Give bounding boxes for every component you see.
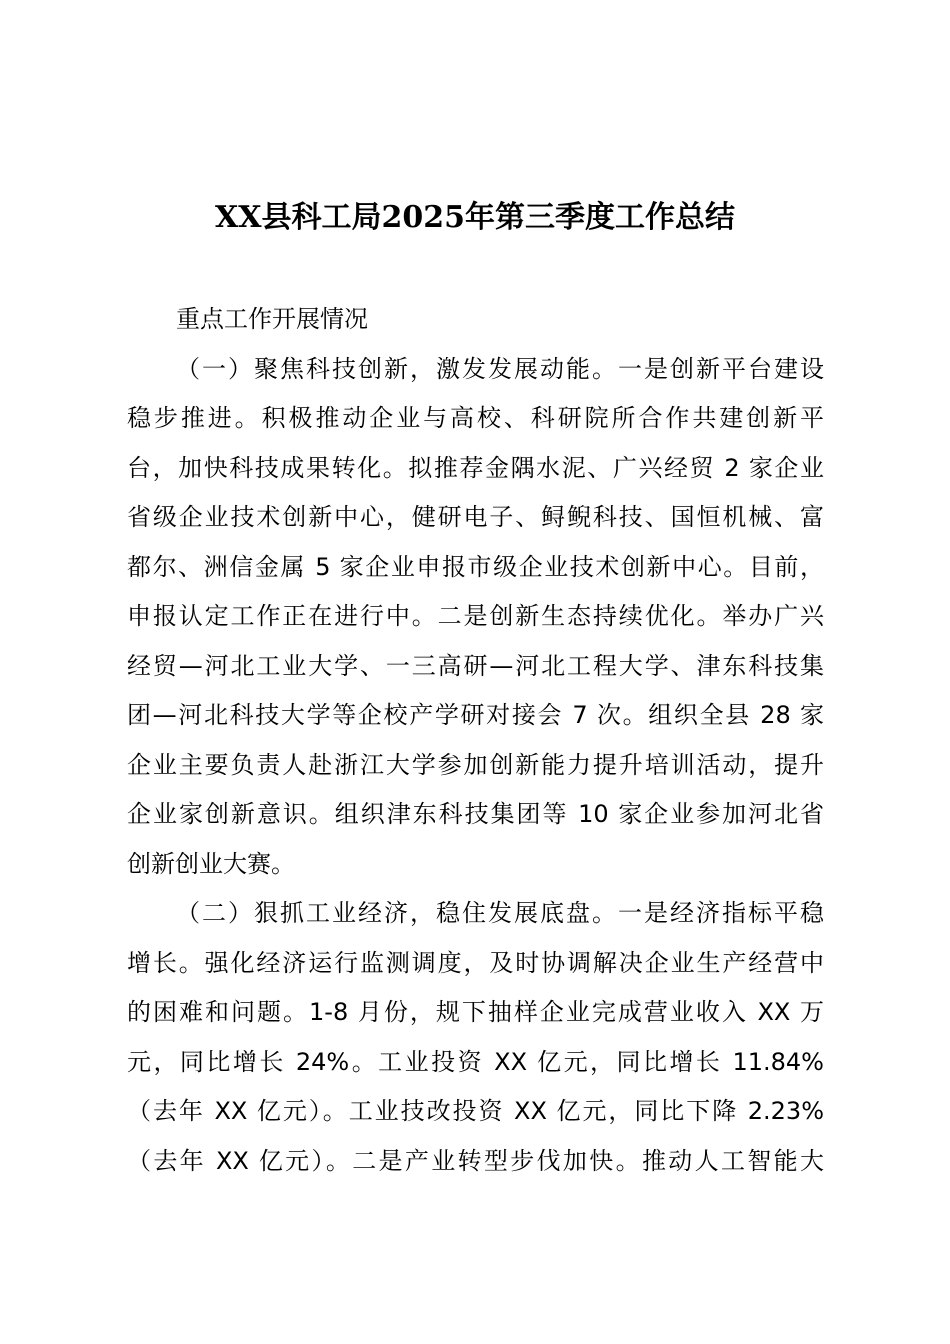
paragraph-1 — [127, 345, 824, 890]
section-heading: 重点工作开展情况 — [176, 305, 368, 333]
paragraph-line: 的困难和问题。1-8 月份，规下抽样企业完成营业收入 XX 万 — [127, 998, 824, 1026]
document-title: XX县科工局2025年第三季度工作总结 — [214, 200, 736, 235]
paragraph-line: 都尔、洲信金属 5 家企业申报市级企业技术创新中心。目前， — [127, 552, 824, 581]
paragraph-line: （去年 XX 亿元）。工业技改投资 XX 亿元，同比下降 2.23% — [127, 1097, 824, 1125]
paragraph-line: 元，同比增长 24%。工业投资 XX 亿元，同比增长 11.84% — [127, 1047, 824, 1076]
paragraph-line: 经贸—河北工业大学、一三高研—河北工程大学、津东科技集 — [127, 651, 824, 680]
paragraph-2 — [127, 889, 824, 1186]
paragraph-line: 省级企业技术创新中心，健研电子、鲟鲵科技、国恒机械、富 — [127, 503, 824, 531]
paragraph-line: 增长。强化经济运行监测调度，及时协调解决企业生产经营中 — [127, 948, 824, 977]
paragraph-line: （去年 XX 亿元）。二是产业转型步伐加快。推动人工智能大 — [127, 1146, 824, 1175]
paragraph-line: （二）狠抓工业经济，稳住发展底盘。一是经济指标平稳 — [176, 899, 824, 927]
paragraph-line: 台，加快科技成果转化。拟推荐金隅水泥、广兴经贸 2 家企业 — [127, 453, 824, 482]
paragraph-line: 企业家创新意识。组织津东科技集团等 10 家企业参加河北省 — [127, 800, 824, 828]
paragraph-line: 企业主要负责人赴浙江大学参加创新能力提升培训活动，提升 — [127, 750, 824, 779]
paragraph-line: 稳步推进。积极推动企业与高校、科研院所合作共建创新平 — [127, 404, 824, 432]
paragraph-line: 申报认定工作正在进行中。二是创新生态持续优化。举办广兴 — [127, 602, 824, 630]
paragraph-line: （一）聚焦科技创新，激发发展动能。一是创新平台建设 — [176, 354, 824, 383]
document-body — [127, 295, 824, 1186]
paragraph-line: 创新创业大赛。 — [127, 849, 295, 878]
paragraph-line: 团—河北科技大学等企校产学研对接会 7 次。组织全县 28 家 — [127, 701, 824, 729]
